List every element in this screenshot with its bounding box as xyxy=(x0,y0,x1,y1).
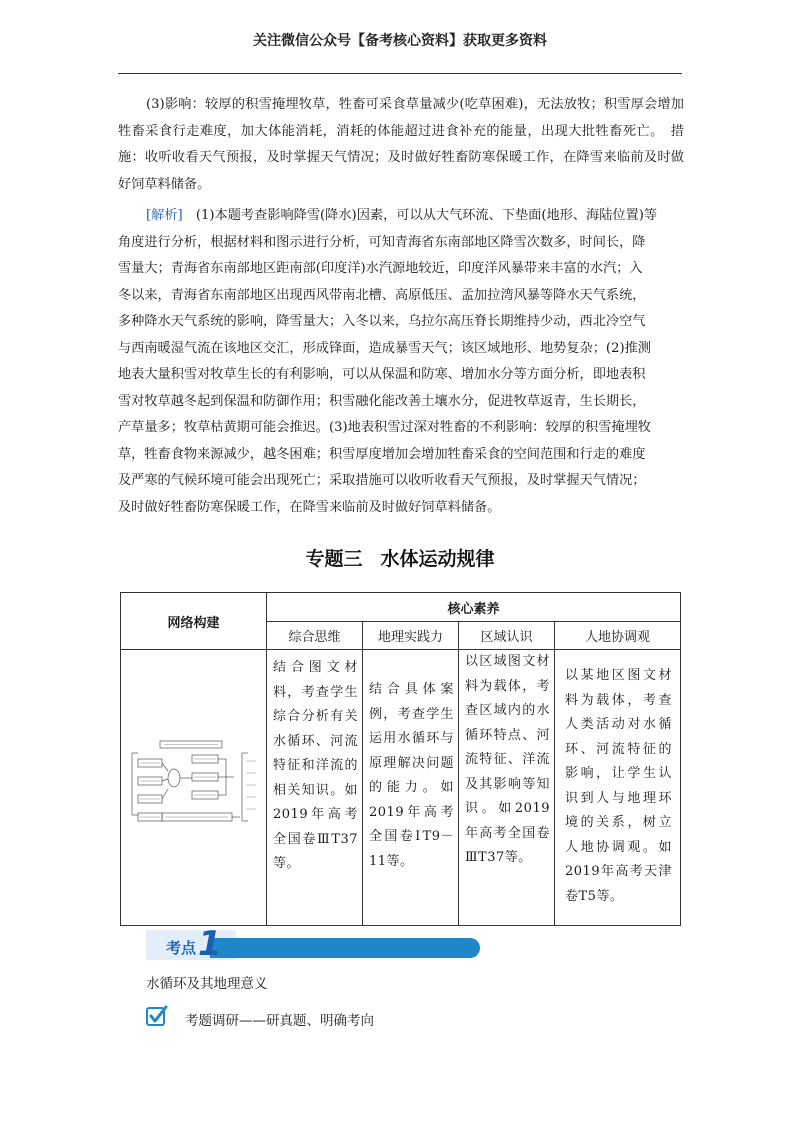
analysis-line: 多种降水天气系统的影响，降雪量大；入冬以来，乌拉尔高压脊长期维持少动，西北冷空气 xyxy=(118,314,646,329)
analysis-line: 雪对牧草越冬起到保温和防御作用；积雪融化能改善土壤水分，促进牧草返青，生长期长， xyxy=(118,393,646,409)
section-title xyxy=(0,544,800,571)
network-header: 网络构建 xyxy=(121,593,267,650)
analysis-line-1: [解析] (1)本题考查影响降雪(降水)因素，可以从大气环流、下垫面(地形、海陆位置)等 xyxy=(146,208,658,223)
answer-paragraph: (3)影响：较厚的积雪掩埋牧草，牲畜可采食草量减少(吃草困难)，无法放牧；积雪厚会增加牲畜采食行走难度，加大体能消耗，消耗的体能超过进食补充的能量，出现大批牲畜死亡。 措施：收听收看天气预报，及时掌握天气情况；及时做好牲畜防寒保暖工作，在降雪来临前及时做好饲草料储备。 xyxy=(118,97,684,192)
study-label: 考题调研——研真题、明确考向 xyxy=(185,1013,374,1029)
section-name: 水体运动规律 xyxy=(380,548,495,570)
column-header: 人地协调观 xyxy=(555,622,681,650)
column-header: 综合思维 xyxy=(267,622,363,650)
analysis-line: 与西南暖湿气流在该地区交汇，形成锋面，造成暴雪天气；该区域地形、地势复杂；(2)推测 xyxy=(118,340,651,356)
analysis-line: 角度进行分析，根据材料和图示进行分析，可知青海省东南部地区降雪次数多，时间长，降 xyxy=(118,234,646,250)
core-header: 核心素养 xyxy=(267,593,681,622)
analysis-line: 雪量大；青海省东南部地区距南部(印度洋)水汽源地较近，印度洋风暴带来丰富的水汽；入 xyxy=(118,261,643,276)
network-diagram-image xyxy=(122,733,266,843)
thinking-cell: 结合图文材料，考查学生综合分析有关水循环、河流特征和洋流的相关知识。如2019年高考全国卷ⅢT37等。 xyxy=(267,650,363,926)
analysis-line: 地表大量积雪对牧草生长的有利影响，可以从保温和防寒、增加水分等方面分析，即地表积 xyxy=(118,367,646,382)
header-divider xyxy=(118,73,682,74)
analysis-line: 及严寒的气候环境可能会出现死亡；采取措施可以收听收看天气预报，及时掌握天气情况； xyxy=(118,473,646,488)
core-literacy-table xyxy=(120,592,681,926)
network-diagram-cell xyxy=(121,650,267,926)
analysis-line: 冬以来，青海省东南部地区出现西风带南北槽、高原低压、孟加拉湾风暴等降水天气系统， xyxy=(118,287,646,303)
page-header: 关注微信公众号【备考核心资料】获取更多资料 xyxy=(253,33,547,49)
column-header: 区域认识 xyxy=(459,622,555,650)
harmony-cell: 以某地区图文材料为载体，考查人类活动对水循环、河流特征的影响，让学生认识到人与地理环境的关系，树立人地协调观。如2019年高考天津卷T5等。 xyxy=(555,650,681,926)
analysis-paragraph xyxy=(118,203,684,521)
practice-cell: 结合具体案例，考查学生运用水循环与原理解决问题的能力。如2019年高考全国卷ⅠT9－11等。 xyxy=(363,650,459,926)
kaodian-number: 1 xyxy=(198,924,222,964)
analysis-line: 产草量多；牧草枯黄期可能会推迟。(3)地表积雪过深对牲畜的不利影响：较厚的积雪掩埋牧 xyxy=(118,420,651,435)
region-cell: 以区域图文材料为载体，考查区域内的水循环特点、河流特征、洋流及其影响等知识。如2019年高考全国卷ⅢT37等。 xyxy=(459,650,555,926)
checkbox-icon xyxy=(146,1005,168,1027)
analysis-line: 草，牲畜食物来源减少，越冬困难；积雪厚度增加会增加牲畜采食的空间范围和行走的难度 xyxy=(118,446,646,462)
kaodian-bar xyxy=(210,938,480,958)
kaodian-banner xyxy=(146,924,480,964)
section-prefix: 专题三 xyxy=(305,548,363,570)
kaodian-label: 考点 xyxy=(166,939,197,957)
analysis-tag: [解析] xyxy=(146,208,183,223)
analysis-line: 及时做好牲畜防寒保暖工作，在降雪来临前及时做好饲草料储备。 xyxy=(118,499,501,515)
topic-title: 水循环及其地理意义 xyxy=(146,976,268,992)
column-header: 地理实践力 xyxy=(363,622,459,650)
